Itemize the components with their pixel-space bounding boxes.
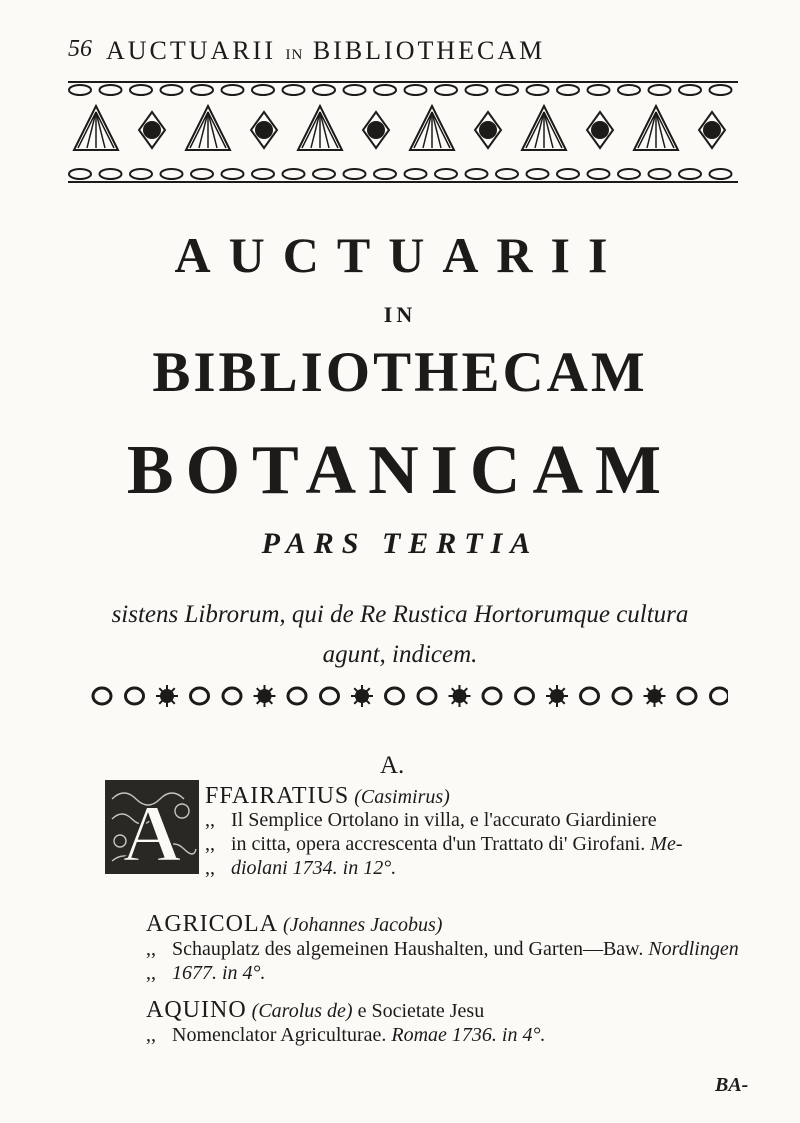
entry-name: FFAIRATIUS [205, 783, 350, 809]
title-in: IN [383, 302, 417, 327]
entry-tail: e Societate Jesu [357, 1000, 485, 1022]
decorated-initial [104, 779, 200, 875]
entry-place: Nordlingen [648, 938, 739, 960]
title-botanicam: BOTANICAM [126, 432, 674, 509]
entry-name: AQUINO [146, 997, 247, 1023]
subtitle [0, 595, 800, 675]
subtitle-line-1: sistens Librorum, qui de Re Rustica Hortorumque cultura [111, 601, 689, 628]
entry-aquino: AQUINO (Carolus de) e Societate Jesu ,, Nomenclator Agriculturae. Romae 1736. in 4°. [146, 997, 546, 1046]
entry-line: diolani 1734. in 12°. [231, 857, 397, 879]
ornamental-divider [88, 682, 728, 710]
entry-line: Romae 1736. in 4°. [391, 1024, 546, 1046]
headpiece-ornament [58, 72, 748, 192]
entry-given-name: (Casimirus) [354, 786, 450, 808]
entry-line: Schauplatz des algemeinen Haushalten, und Garten—Baw. [172, 938, 644, 960]
running-title [106, 36, 545, 66]
title-pars-tertia: PARS TERTIA [261, 527, 539, 560]
entry-given-name: (Carolus de) [251, 1000, 353, 1022]
title-auctuarii: AUCTUARII [174, 227, 626, 283]
entry-line: Il Semplice Ortolano in villa, e l'accurato Giardiniere [231, 809, 657, 831]
entry-line: 1677. in 4°. [172, 962, 266, 984]
entry-affairatius: FFAIRATIUS (Casimirus) ,, Il Semplice Ortolano in villa, e l'accurato Giardiniere ,, in citta, opera accrescenta d'un Trattato di' Girofani. Me- ,, diolani 1734. in 12°. [205, 783, 683, 879]
page-number: 56 [68, 36, 92, 62]
running-title-in: IN [285, 47, 304, 63]
initial-letter: A [122, 788, 182, 875]
entry-line: in citta, opera accrescenta d'un Trattato di' Girofani. [231, 833, 646, 855]
entry-name: AGRICOLA [146, 911, 278, 937]
title-bibliothecam: BIBLIOTHECAM [152, 341, 648, 404]
subtitle-line-2: agunt, indicem. [322, 641, 478, 668]
catchword: BA- [715, 1074, 749, 1096]
entry-agricola: AGRICOLA (Johannes Jacobus) ,, Schauplatz des algemeinen Haushalten, und Garten—Baw. Nordlingen ,, 1677. in 4°. [146, 911, 739, 984]
running-head [68, 36, 668, 66]
entry-place-tail: Me- [650, 833, 683, 855]
entry-given-name: (Johannes Jacobus) [283, 914, 443, 936]
entry-line: Nomenclator Agriculturae. [172, 1024, 387, 1046]
running-title-part2: BIBLIOTHECAM [312, 36, 546, 65]
section-letter: A. [380, 752, 405, 779]
running-title-part1: AUCTUARII [106, 36, 276, 65]
